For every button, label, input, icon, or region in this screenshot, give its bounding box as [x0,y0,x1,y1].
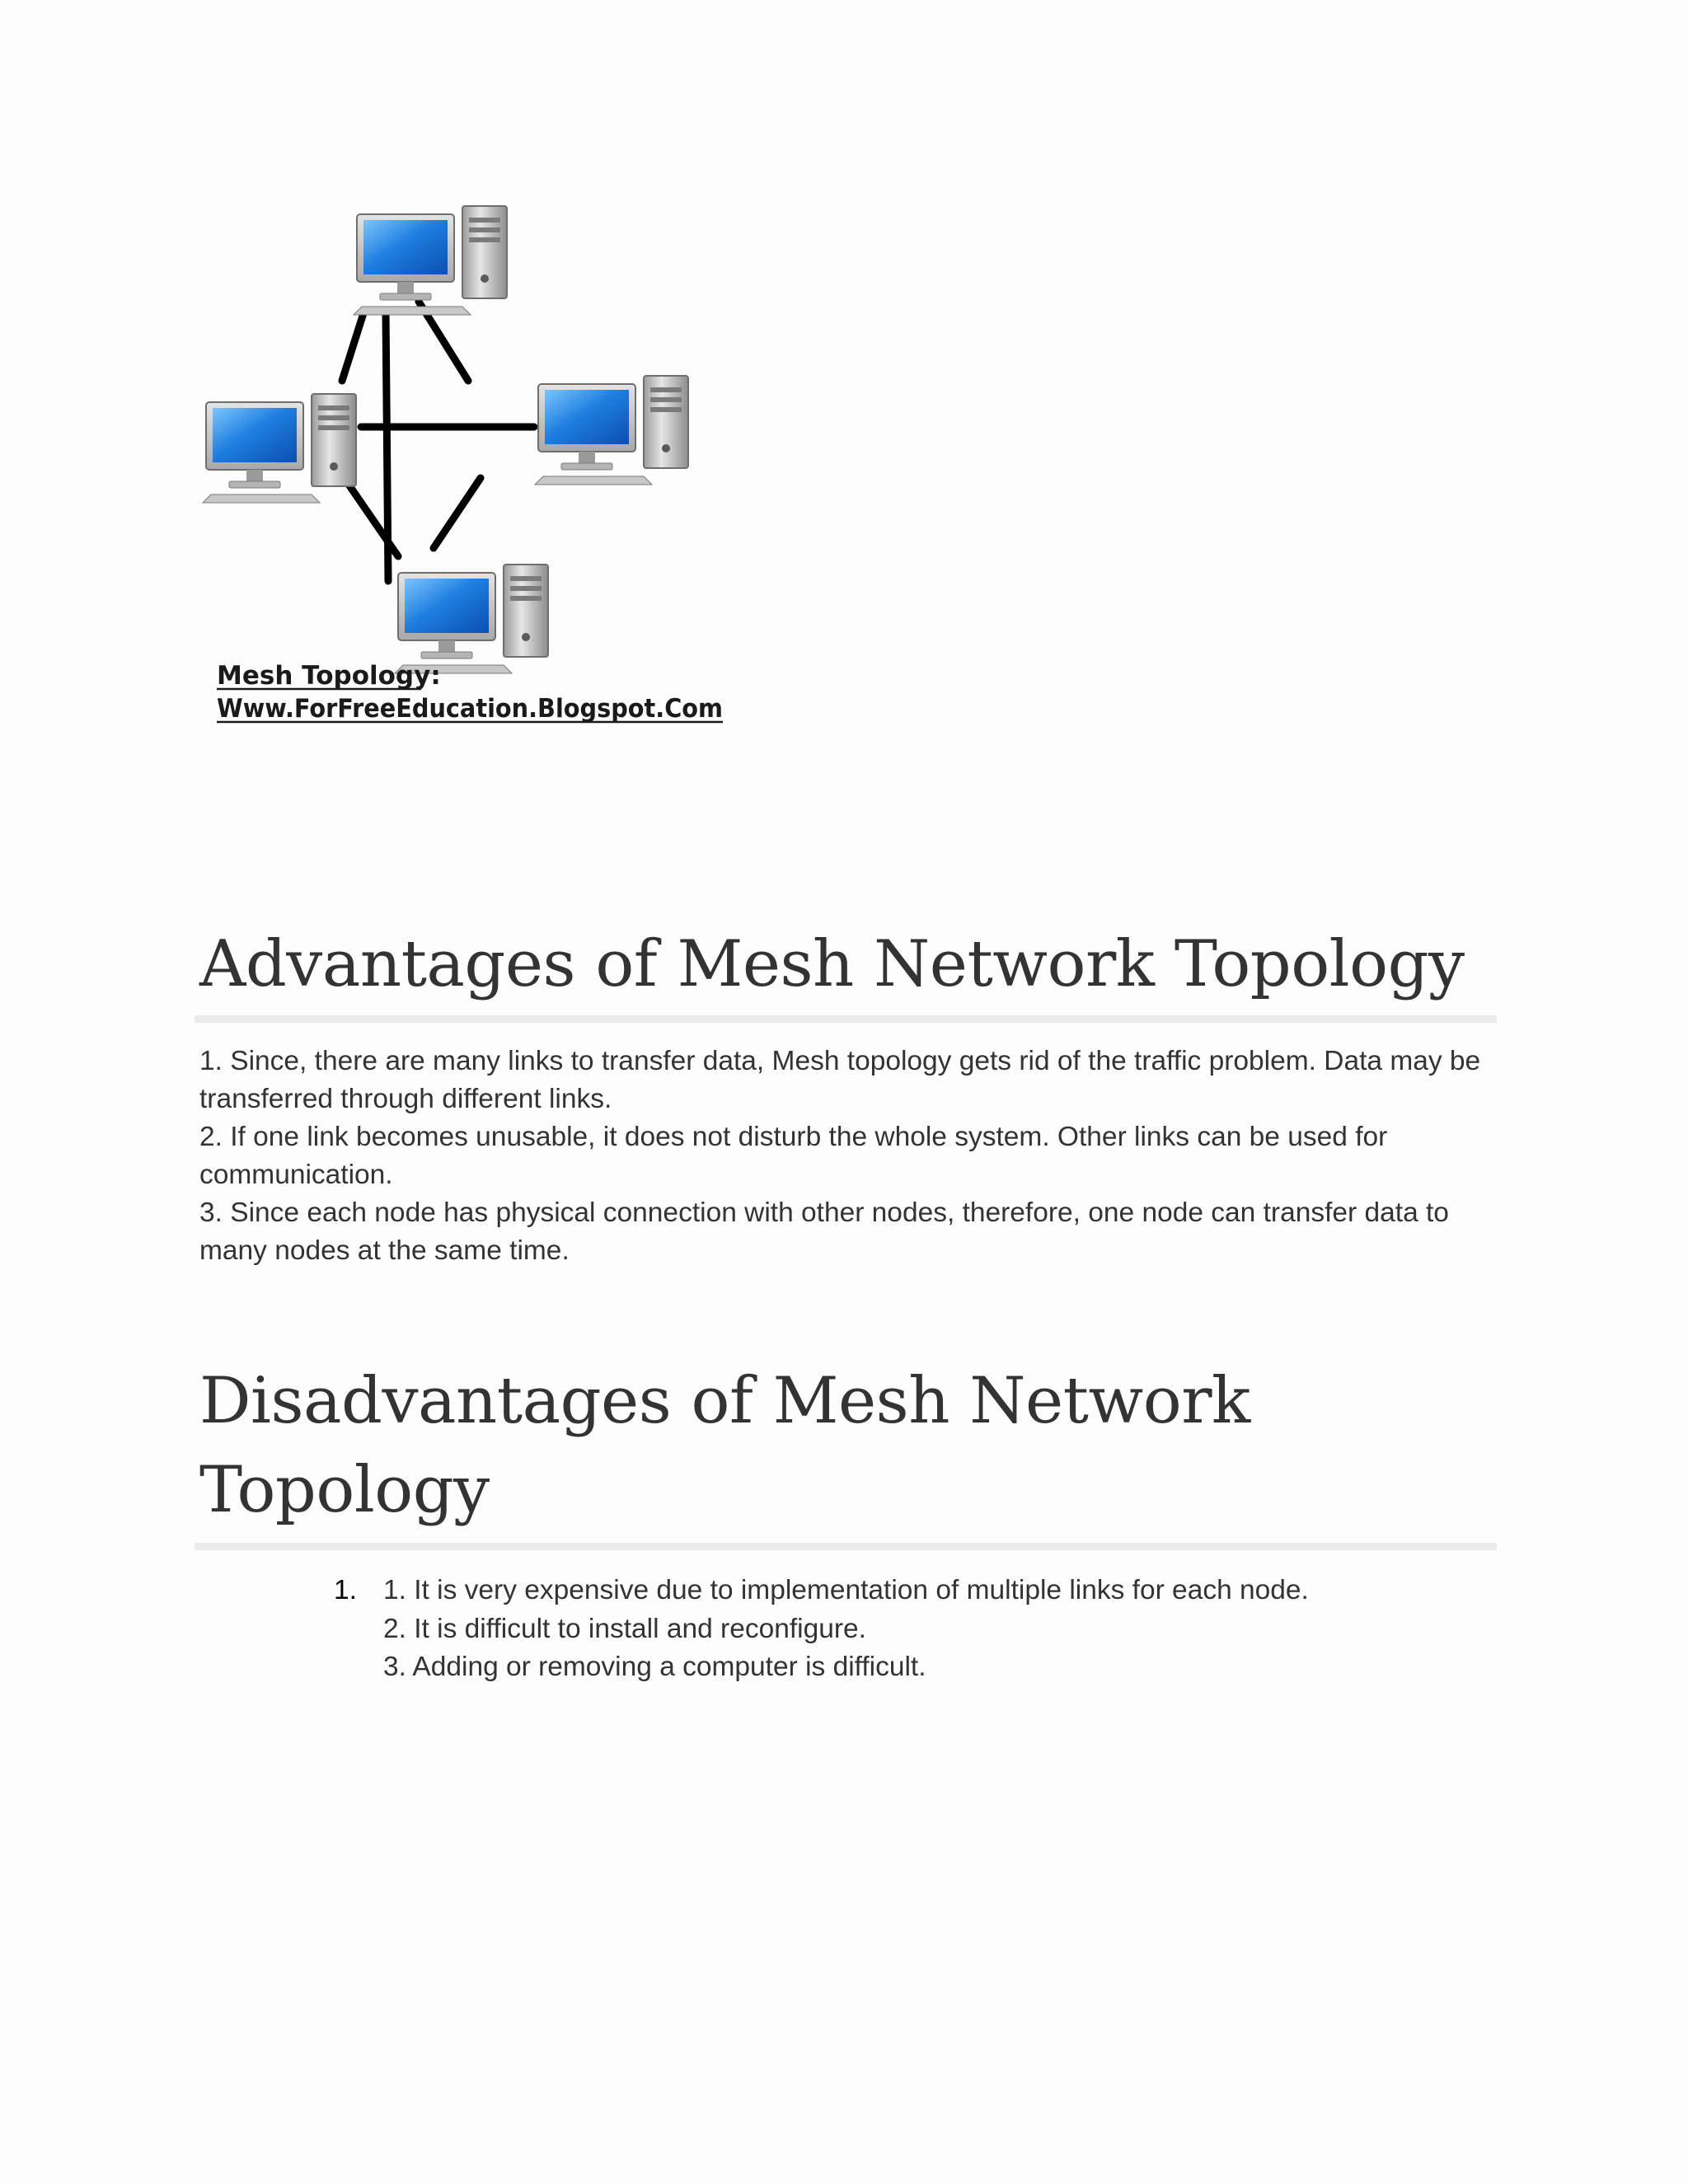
mesh-network-diagram-icon [200,198,728,729]
disadvantage-text: 2. It is difficult to install and reconfigure. [383,1613,866,1644]
advantage-item: 1. Since, there are many links to transfer data, Mesh topology gets rid of the traffic problem. Data may be transferred through different links. [199,1046,1481,1114]
disadvantages-heading: Disadvantages of Mesh Network Topology [199,1364,1250,1527]
caption-title: Mesh Topology: [217,661,441,691]
disadvantage-item [199,1572,1485,1610]
mesh-topology-figure [200,198,728,729]
disadvantage-text: 1. It is very expensive due to implementation of multiple links for each node. [383,1575,1309,1605]
advantages-list [199,1043,1485,1270]
disadvantage-item [199,1610,1485,1649]
disadvantage-text: 3. Adding or removing a computer is difficult. [383,1652,926,1682]
disadvantages-divider [195,1543,1497,1550]
advantages-heading: Advantages of Mesh Network Topology [199,927,1465,1001]
advantage-item: 3. Since each node has physical connection with other nodes, therefore, one node can transfer data to many nodes at the same time. [199,1197,1449,1266]
advantage-item: 2. If one link becomes unusable, it does not disturb the whole system. Other links can be used for communication. [199,1122,1388,1190]
disadvantage-item [199,1648,1485,1687]
disadvantages-list [199,1572,1485,1687]
list-marker: 1. [334,1575,357,1605]
caption-url: Www.ForFreeEducation.Blogspot.Com [217,694,723,724]
advantages-divider [195,1015,1497,1023]
